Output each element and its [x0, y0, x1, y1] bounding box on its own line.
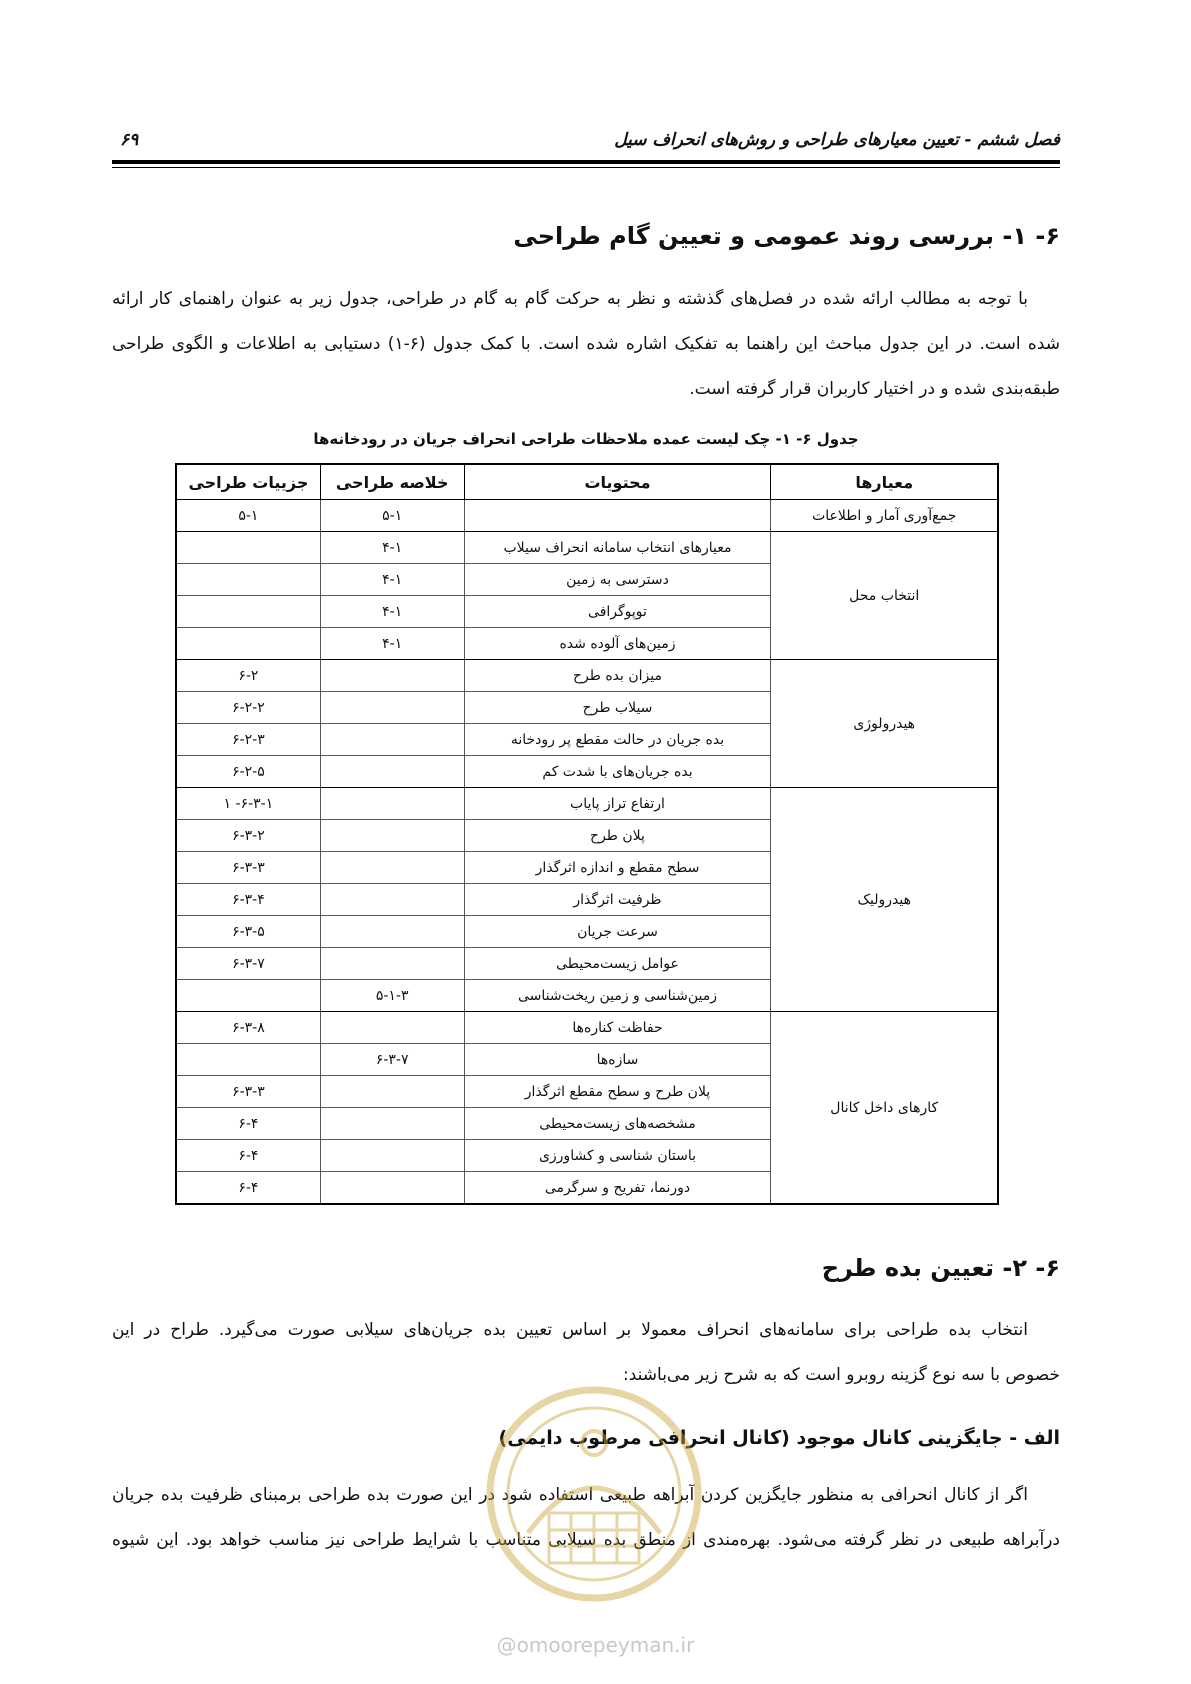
summary-cell — [320, 852, 464, 884]
criteria-cell: انتخاب محل — [771, 532, 998, 660]
table-row — [176, 660, 998, 692]
table-body — [176, 500, 998, 1205]
summary-cell — [320, 1012, 464, 1044]
summary-cell — [320, 948, 464, 980]
contents-cell: معیارهای انتخاب سامانه انحراف سیلاب — [464, 532, 771, 564]
header-rule-thick — [112, 160, 1060, 164]
details-cell: ۶-۳-۲ — [176, 820, 320, 852]
criteria-cell: هیدرولیک — [771, 788, 998, 1012]
details-cell: ۶-۳-۱- ۱ — [176, 788, 320, 820]
details-cell: ۶-۳-۸ — [176, 1012, 320, 1044]
summary-cell — [320, 1140, 464, 1172]
summary-cell: ۴-۱ — [320, 596, 464, 628]
summary-cell: ۵-۱ — [320, 500, 464, 532]
summary-cell: ۴-۱ — [320, 532, 464, 564]
details-cell: ۶-۲-۲ — [176, 692, 320, 724]
website-watermark: @omoorepeyman.ir — [496, 1633, 695, 1657]
contents-cell: سازه‌ها — [464, 1044, 771, 1076]
table-caption: جدول ۶- ۱- چک لیست عمده ملاحظات طراحی انحراف جریان در رودخانه‌ها — [313, 430, 859, 448]
summary-cell — [320, 788, 464, 820]
details-cell: ۶-۳-۳ — [176, 852, 320, 884]
details-cell: ۶-۲ — [176, 660, 320, 692]
contents-cell: پلان طرح — [464, 820, 771, 852]
details-cell — [176, 980, 320, 1012]
paragraph-line: شده است. در این جدول مباحث این راهنما به تفکیک اشاره شده است. با کمک جدول (۶-۱) دستیابی به اطلاعات و الگوی طراحی — [112, 334, 1060, 354]
details-cell: ۶-۲-۵ — [176, 756, 320, 788]
chapter-title: فصل ششم - تعیین معیارهای طراحی و روش‌های انحراف سیل — [614, 130, 1060, 150]
summary-cell — [320, 1172, 464, 1205]
contents-cell: سطح مقطع و اندازه اثرگذار — [464, 852, 771, 884]
criteria-cell: هیدرولوژی — [771, 660, 998, 788]
paragraph-line: با توجه به مطالب ارائه شده در فصل‌های گذشته و نظر به حرکت گام به گام در طراحی، جدول زیر به عنوان راهنمای کار ارائه — [112, 289, 1028, 309]
contents-cell: توپوگرافی — [464, 596, 771, 628]
details-cell — [176, 628, 320, 660]
details-cell: ۶-۳-۳ — [176, 1076, 320, 1108]
section-heading-2: ۶- ۲- تعیین بده طرح — [821, 1254, 1060, 1282]
section-heading-1: ۶- ۱- بررسی روند عمومی و تعیین گام طراحی — [513, 222, 1060, 250]
logo-stamp-watermark — [483, 1383, 705, 1605]
contents-cell: حفاظت کناره‌ها — [464, 1012, 771, 1044]
details-cell: ۶-۴ — [176, 1140, 320, 1172]
summary-cell — [320, 884, 464, 916]
summary-cell — [320, 692, 464, 724]
paragraph-line: انتخاب بده طراحی برای سامانه‌های انحراف معمولا بر اساس تعیین بده جریان‌های سیلابی صورت می‌گیرد. طراح در این — [112, 1320, 1028, 1340]
contents-cell: بده جریان‌های با شدت کم — [464, 756, 771, 788]
details-cell: ۶-۳-۷ — [176, 948, 320, 980]
summary-cell — [320, 1076, 464, 1108]
details-cell: ۶-۳-۴ — [176, 884, 320, 916]
paragraph-line: خصوص با سه نوع گزینه روبرو است که به شرح زیر می‌باشند: — [623, 1365, 1060, 1385]
summary-cell — [320, 1108, 464, 1140]
table-row — [176, 532, 998, 564]
contents-cell: دورنما، تفریح و سرگرمی — [464, 1172, 771, 1205]
contents-cell: پلان طرح و سطح مقطع اثرگذار — [464, 1076, 771, 1108]
header-summary: خلاصه طراحی — [320, 464, 464, 500]
table-header-row — [176, 464, 998, 500]
summary-cell: ۵-۱-۳ — [320, 980, 464, 1012]
contents-cell: سیلاب طرح — [464, 692, 771, 724]
contents-cell: ارتفاع تراز پایاب — [464, 788, 771, 820]
summary-cell: ۴-۱ — [320, 628, 464, 660]
details-cell — [176, 564, 320, 596]
details-cell — [176, 596, 320, 628]
table-row — [176, 1012, 998, 1044]
running-header — [112, 128, 1060, 158]
contents-cell: بده جریان در حالت مقطع پر رودخانه — [464, 724, 771, 756]
header-criteria: معیارها — [771, 464, 998, 500]
contents-cell: ظرفیت اثرگذار — [464, 884, 771, 916]
contents-cell — [464, 500, 771, 532]
header-contents: محتویات — [464, 464, 771, 500]
paragraph-line: درآبراهه طبیعی در نظر گرفته می‌شود. بهره‌مندی از منطق بده سیلابی متناسب با شرایط طراحی نیز مناسب خواهد بود. این شیوه — [112, 1530, 1060, 1550]
contents-cell: سرعت جریان — [464, 916, 771, 948]
contents-cell: باستان شناسی و کشاورزی — [464, 1140, 771, 1172]
page-number: ۶۹ — [120, 130, 139, 150]
summary-cell — [320, 756, 464, 788]
contents-cell: مشخصه‌های زیست‌محیطی — [464, 1108, 771, 1140]
contents-cell: زمین‌شناسی و زمین ریخت‌شناسی — [464, 980, 771, 1012]
table-row — [176, 500, 998, 532]
contents-cell: دسترسی به زمین — [464, 564, 771, 596]
details-cell: ۶-۳-۵ — [176, 916, 320, 948]
paragraph-line: طبقه‌بندی شده و در اختیار کاربران قرار گرفته است. — [689, 379, 1060, 399]
summary-cell: ۶-۳-۷ — [320, 1044, 464, 1076]
criteria-cell: جمع‌آوری آمار و اطلاعات — [771, 500, 998, 532]
contents-cell: زمین‌های آلوده شده — [464, 628, 771, 660]
summary-cell: ۴-۱ — [320, 564, 464, 596]
criteria-cell: کارهای داخل کانال — [771, 1012, 998, 1205]
subsection-heading: الف - جایگزینی کانال موجود (کانال انحرافی مرطوب دایمی) — [498, 1427, 1060, 1449]
summary-cell — [320, 660, 464, 692]
header-details: جزییات طراحی — [176, 464, 320, 500]
contents-cell: میزان بده طرح — [464, 660, 771, 692]
section1-paragraph — [112, 277, 1060, 412]
summary-cell — [320, 724, 464, 756]
checklist-table — [175, 463, 999, 1205]
header-rule-thin — [112, 167, 1060, 168]
details-cell: ۶-۲-۳ — [176, 724, 320, 756]
details-cell — [176, 532, 320, 564]
details-cell: ۶-۴ — [176, 1172, 320, 1205]
details-cell: ۵-۱ — [176, 500, 320, 532]
details-cell — [176, 1044, 320, 1076]
summary-cell — [320, 820, 464, 852]
summary-cell — [320, 916, 464, 948]
table-row — [176, 788, 998, 820]
contents-cell: عوامل زیست‌محیطی — [464, 948, 771, 980]
paragraph-line: اگر از کانال انحرافی به منظور جایگزین کردن آبراهه طبیعی استفاده شود در این صورت بده طراحی برمبنای ظرفیت بده جریان — [112, 1485, 1028, 1505]
details-cell: ۶-۴ — [176, 1108, 320, 1140]
